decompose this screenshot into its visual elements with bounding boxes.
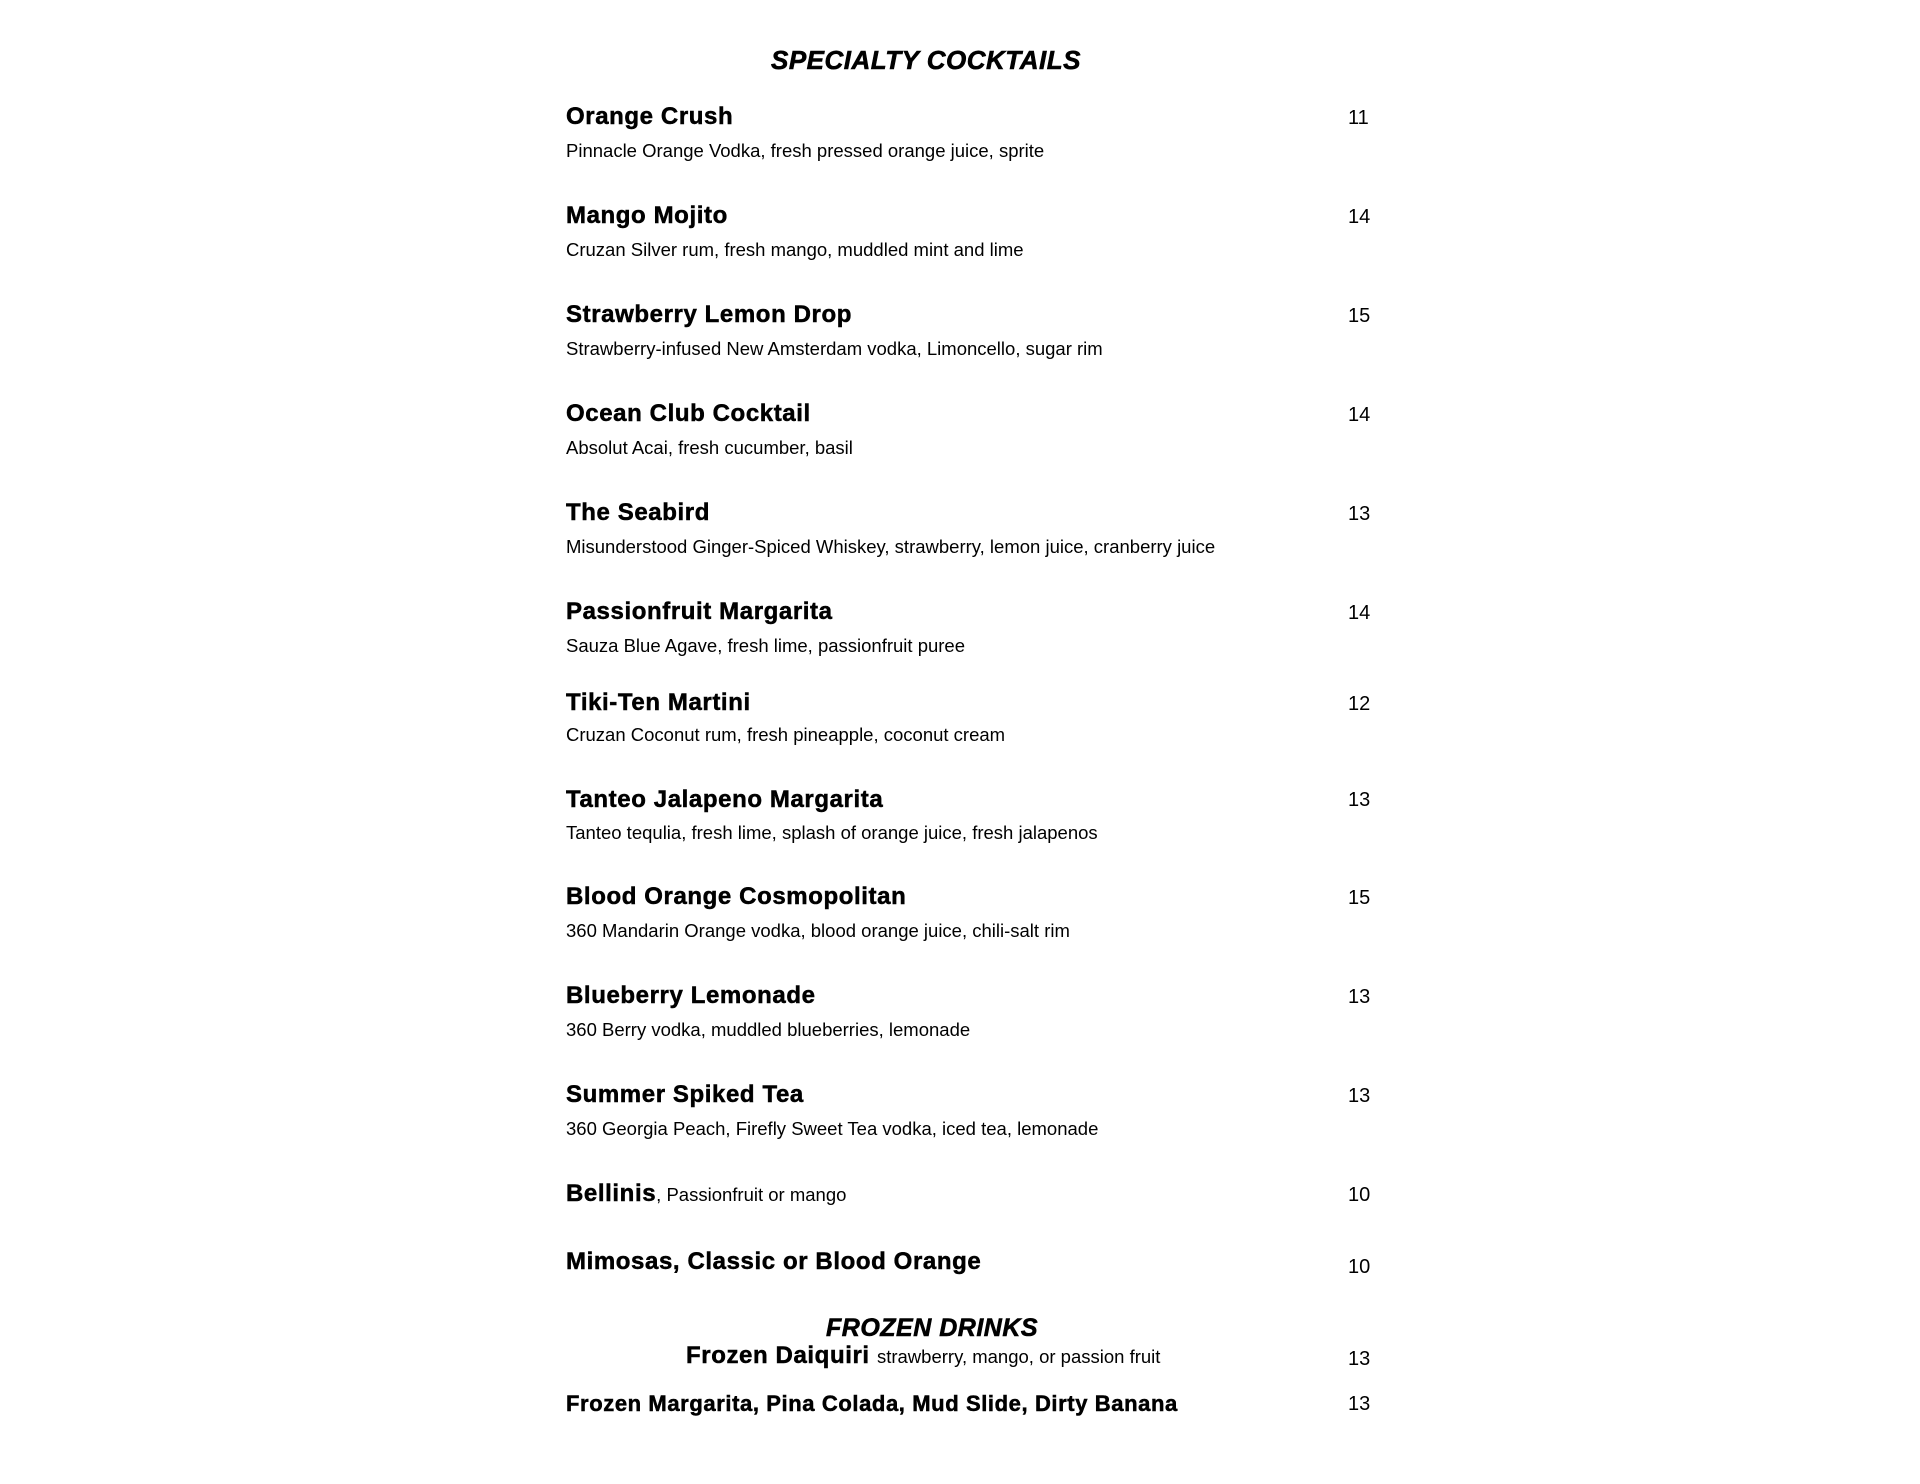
mimosas-name: Mimosas, Classic or Blood Orange (566, 1248, 982, 1275)
menu-item-price: 14 (1348, 206, 1371, 228)
menu-item-price: 11 (1348, 107, 1369, 129)
menu-item-description: Strawberry-infused New Amsterdam vodka, Limoncello, sugar rim (566, 338, 1103, 359)
menu-item-price: 13 (1348, 789, 1371, 811)
bellinis-line (566, 1180, 846, 1208)
mimosas-price: 10 (1348, 1256, 1371, 1278)
bellinis-price: 10 (1348, 1184, 1371, 1206)
menu-item-name: Tanteo Jalapeno Margarita (566, 786, 884, 813)
menu-item-name: Mango Mojito (566, 202, 728, 229)
menu-item-name: Orange Crush (566, 103, 734, 130)
frozen-others-name: Frozen Margarita, Pina Colada, Mud Slide, Dirty Banana (566, 1391, 1178, 1416)
menu-item-name: Strawberry Lemon Drop (566, 301, 852, 328)
menu-item-price: 12 (1348, 693, 1371, 715)
frozen-daiquiri-description: strawberry, mango, or passion fruit (876, 1346, 1161, 1367)
menu-item-description: 360 Berry vodka, muddled blueberries, lemonade (566, 1019, 971, 1040)
menu-item-name: Blueberry Lemonade (566, 982, 816, 1009)
menu-item-description: Absolut Acai, fresh cucumber, basil (566, 437, 853, 458)
menu-item-name: Summer Spiked Tea (566, 1081, 804, 1108)
specialty-cocktails-title: SPECIALTY COCKTAILS (771, 45, 1081, 75)
menu-item-name: Blood Orange Cosmopolitan (566, 883, 907, 910)
menu-item-description: 360 Mandarin Orange vodka, blood orange juice, chili-salt rim (566, 920, 1070, 941)
menu-item-price: 14 (1348, 602, 1371, 624)
bellinis-name: Bellinis (566, 1180, 657, 1207)
menu-item-description: Misunderstood Ginger-Spiced Whiskey, strawberry, lemon juice, cranberry juice (566, 536, 1216, 557)
frozen-drinks-title: FROZEN DRINKS (826, 1314, 1039, 1342)
bellinis-description: , Passionfruit or mango (656, 1184, 847, 1205)
menu-item-description: Cruzan Coconut rum, fresh pineapple, coconut cream (566, 724, 1006, 745)
menu-item-price: 15 (1348, 305, 1371, 327)
menu-item-price: 13 (1348, 1085, 1371, 1107)
frozen-others-price: 13 (1348, 1393, 1371, 1415)
menu-item-description: Sauza Blue Agave, fresh lime, passionfruit puree (566, 635, 966, 656)
menu-item-price: 14 (1348, 404, 1371, 426)
frozen-daiquiri-name: Frozen Daiquiri (686, 1342, 870, 1369)
menu-item-price: 13 (1348, 503, 1371, 525)
menu-item-description: Pinnacle Orange Vodka, fresh pressed orange juice, sprite (566, 140, 1045, 161)
menu-item-name: The Seabird (566, 499, 710, 526)
menu-item-name: Ocean Club Cocktail (566, 400, 811, 427)
menu-item-name: Passionfruit Margarita (566, 598, 833, 625)
menu-item-description: Cruzan Silver rum, fresh mango, muddled mint and lime (566, 239, 1024, 260)
menu-item-price: 15 (1348, 887, 1371, 909)
frozen-daiquiri-line (686, 1342, 1160, 1370)
menu-item-description: Tanteo tequlia, fresh lime, splash of orange juice, fresh jalapenos (566, 822, 1098, 843)
menu-item-price: 13 (1348, 986, 1371, 1008)
menu-item-description: 360 Georgia Peach, Firefly Sweet Tea vodka, iced tea, lemonade (566, 1118, 1099, 1139)
frozen-daiquiri-price: 13 (1348, 1348, 1371, 1370)
menu-item-name: Tiki-Ten Martini (566, 689, 751, 716)
